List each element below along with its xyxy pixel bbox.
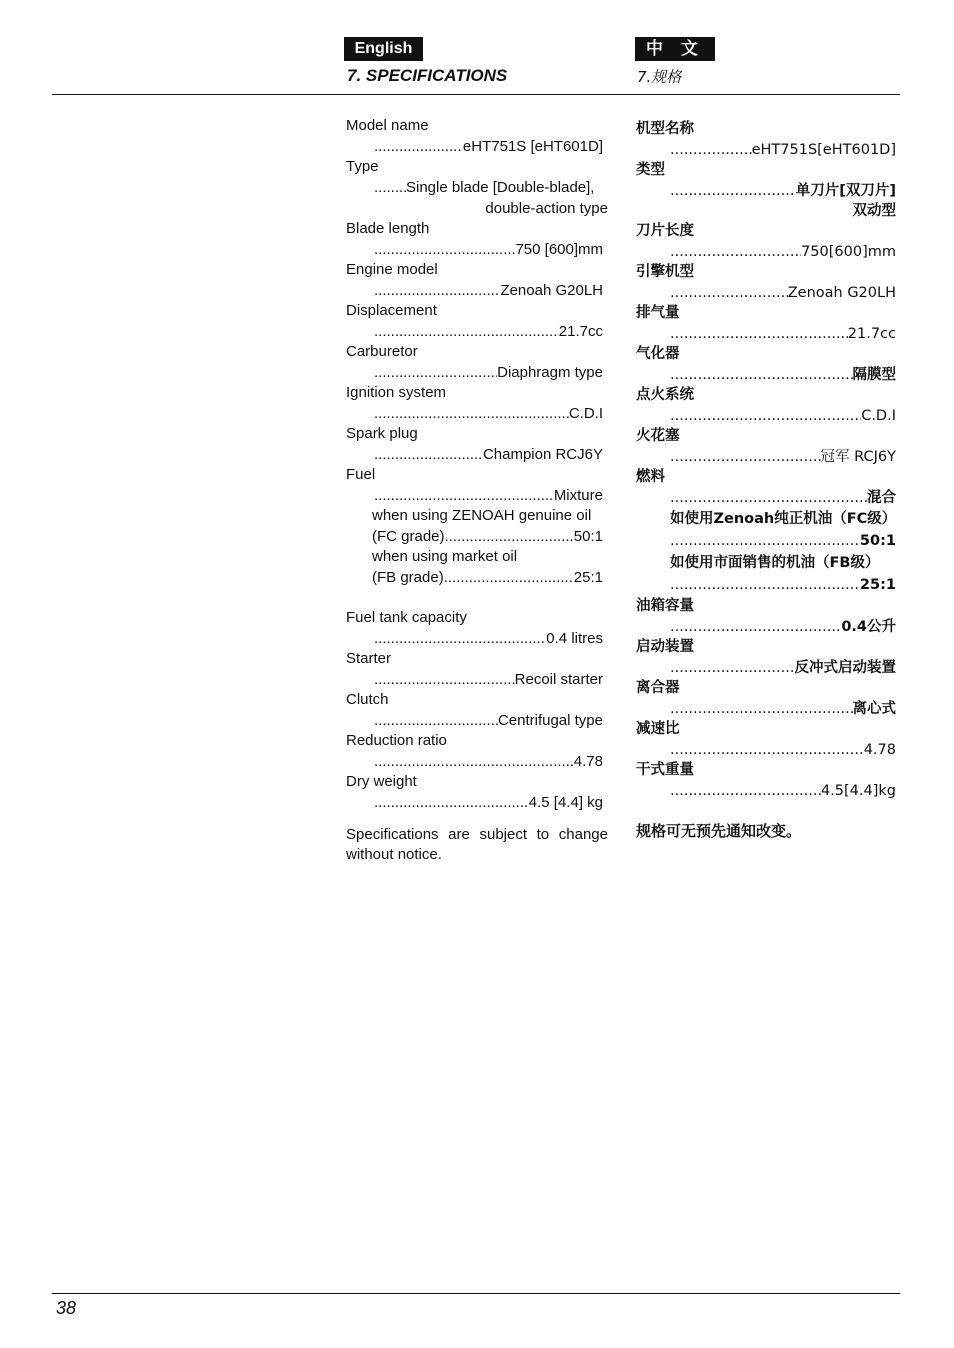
- language-badge-chinese: 中 文: [635, 37, 715, 61]
- engine-model-row: [346, 280, 608, 301]
- dry-weight-value: 4.5 [4.4] kg: [528, 794, 603, 811]
- specs-chinese: [636, 119, 900, 841]
- zh-blade-length-row: [636, 242, 900, 262]
- zh-model-name-label: 机型名称: [636, 121, 694, 137]
- zh-carburetor-row: [636, 365, 900, 385]
- engine-model-label: Engine model: [346, 261, 438, 278]
- zh-spark-plug-row: [636, 447, 900, 467]
- clutch-value: Centrifugal type: [497, 712, 603, 729]
- zh-type-label: 类型: [636, 162, 665, 178]
- zh-displacement-row: [636, 324, 900, 344]
- fuel-fc-value: 50:1: [573, 528, 603, 545]
- clutch-row: [346, 710, 608, 731]
- zh-carburetor-label: 气化器: [636, 346, 680, 362]
- zh-clutch-row: [636, 699, 900, 719]
- section-title-chinese: 7.规格: [637, 68, 682, 86]
- language-badge-english: English: [344, 37, 423, 61]
- zh-ignition-value: C.D.I: [861, 408, 896, 424]
- reduction-row: [346, 751, 608, 772]
- zh-fuel-tank-value: 0.4公升: [841, 619, 896, 635]
- zh-fuel-fb-value: 25:1: [859, 577, 896, 593]
- zh-starter-row: [636, 658, 900, 678]
- zh-starter-value: 反冲式启动装置: [794, 660, 896, 676]
- zh-fuel-genuine-line: 如使用Zenoah纯正机油（FC级）: [670, 511, 897, 527]
- zh-model-name-value: eHT751S[eHT601D]: [751, 142, 896, 158]
- spark-plug-row: [346, 444, 608, 465]
- type-row-2: [346, 198, 608, 219]
- carburetor-row: [346, 362, 608, 383]
- blade-length-label: Blade length: [346, 220, 430, 237]
- type-label: Type: [346, 158, 379, 175]
- spark-plug-value: Champion RCJ6Y: [482, 446, 603, 463]
- carburetor-label: Carburetor: [346, 343, 418, 360]
- fuel-fb-label: (FB grade): [372, 569, 444, 586]
- displacement-label: Displacement: [346, 302, 437, 319]
- zh-spark-plug-value: 冠军 RCJ6Y: [820, 449, 896, 465]
- type-row: [346, 177, 608, 198]
- dry-weight-label: Dry weight: [346, 773, 417, 790]
- zh-fuel-value: 混合: [867, 490, 896, 506]
- zh-engine-model-value: Zenoah G20LH: [787, 285, 896, 301]
- displacement-row: [346, 321, 608, 342]
- model-name-label: Model name: [346, 117, 429, 134]
- starter-row: [346, 669, 608, 690]
- zh-blade-length-label: 刀片长度: [636, 223, 694, 239]
- fuel-tank-row: [346, 628, 608, 649]
- zh-spark-plug-label: 火花塞: [636, 428, 680, 444]
- zh-type-row: [636, 181, 900, 201]
- zh-model-name-row: [636, 140, 900, 160]
- zh-engine-model-label: 引擎机型: [636, 264, 694, 280]
- zh-dry-weight-label: 干式重量: [636, 762, 694, 778]
- zh-dry-weight-row: [636, 781, 900, 801]
- model-name-value: eHT751S [eHT601D]: [462, 138, 603, 155]
- fuel-fb-value: 25:1: [573, 569, 603, 586]
- fuel-label: Fuel: [346, 466, 376, 483]
- zh-fuel-label: 燃料: [636, 469, 665, 485]
- zh-ignition-row: [636, 406, 900, 426]
- zh-reduction-label: 减速比: [636, 721, 680, 737]
- zh-fuel-row: [636, 488, 900, 508]
- zh-fuel-tank-row: [636, 617, 900, 637]
- ignition-label: Ignition system: [346, 384, 447, 401]
- ignition-row: [346, 403, 608, 424]
- zh-type-value-2: 双动型: [852, 203, 896, 219]
- fuel-tank-label: Fuel tank capacity: [346, 609, 467, 626]
- zh-clutch-value: 离心式: [852, 701, 896, 717]
- zh-displacement-value: 21.7cc: [847, 326, 896, 342]
- zh-type-value-1: 单刀片[双刀片]: [795, 183, 896, 199]
- zh-reduction-row: [636, 740, 900, 760]
- fuel-genuine-line: when using ZENOAH genuine oil: [372, 507, 592, 524]
- zh-blade-length-value: 750[600]mm: [801, 244, 896, 260]
- fuel-value: Mixture: [553, 487, 603, 504]
- zh-specifications-notice: 规格可无预先通知改变。: [636, 822, 802, 840]
- zh-carburetor-value: 隔膜型: [852, 367, 896, 383]
- fuel-fb-row: [346, 567, 608, 588]
- blade-length-row: [346, 239, 608, 260]
- engine-model-value: Zenoah G20LH: [500, 282, 603, 299]
- starter-value: Recoil starter: [514, 671, 603, 688]
- dry-weight-row: [346, 792, 608, 813]
- zh-type-row-2: [636, 201, 900, 221]
- zh-engine-model-row: [636, 283, 900, 303]
- footer-rule: [52, 1293, 900, 1294]
- zh-fuel-fc-row: [636, 530, 900, 552]
- fuel-fc-row: [346, 526, 608, 547]
- fuel-fc-label: (FC grade): [372, 528, 445, 545]
- fuel-row: [346, 485, 608, 506]
- blade-length-value: 750 [600]mm: [515, 241, 603, 258]
- type-value-2: double-action type: [485, 200, 608, 217]
- reduction-label: Reduction ratio: [346, 732, 447, 749]
- zh-clutch-label: 离合器: [636, 680, 680, 696]
- spark-plug-label: Spark plug: [346, 425, 418, 442]
- zh-reduction-value: 4.78: [863, 742, 896, 758]
- ignition-value: C.D.I: [568, 405, 603, 422]
- zh-ignition-label: 点火系统: [636, 387, 694, 403]
- zh-fuel-fc-value: 50:1: [859, 533, 896, 549]
- zh-fuel-market-line: 如使用市面销售的机油（FB级）: [670, 555, 880, 571]
- zh-fuel-tank-label: 油箱容量: [636, 598, 694, 614]
- model-name-row: [346, 136, 608, 157]
- specs-english: [346, 116, 608, 865]
- page-number: 38: [56, 1298, 77, 1318]
- specifications-notice: Specifications are subject to change without notice.: [346, 826, 608, 863]
- displacement-value: 21.7cc: [558, 323, 603, 340]
- carburetor-value: Diaphragm type: [497, 364, 603, 381]
- fuel-market-line: when using market oil: [372, 548, 518, 565]
- zh-dry-weight-value: 4.5[4.4]kg: [820, 783, 896, 799]
- zh-starter-label: 启动装置: [636, 639, 694, 655]
- starter-label: Starter: [346, 650, 392, 667]
- clutch-label: Clutch: [346, 691, 389, 708]
- fuel-tank-value: 0.4 litres: [546, 630, 603, 647]
- header-rule: [52, 94, 900, 95]
- type-value-1: Single blade [Double-blade],: [406, 179, 595, 196]
- reduction-value: 4.78: [573, 753, 603, 770]
- zh-fuel-fb-row: [636, 574, 900, 596]
- zh-displacement-label: 排气量: [636, 305, 680, 321]
- section-title-english: 7. SPECIFICATIONS: [347, 66, 508, 85]
